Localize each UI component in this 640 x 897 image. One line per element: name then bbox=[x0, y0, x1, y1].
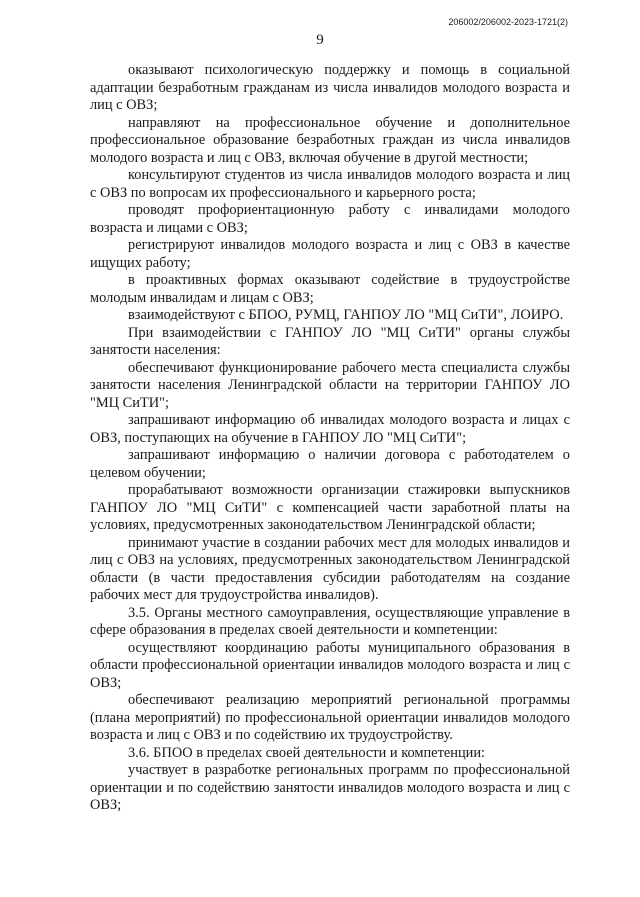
section-3-6-heading: 3.6. БПОО в пределах своей деятельности и компетенции: bbox=[128, 744, 486, 761]
paragraph-4: проводят профориентационную работу с инвалидами молодого возраста и лицами с ОВЗ; bbox=[90, 202, 570, 236]
paragraph-7: взаимодействуют с БПОО, РУМЦ, ГАНПОУ ЛО "МЦ СиТИ", ЛОИРО. bbox=[128, 307, 564, 323]
document-id: 206002/206002-2023-1721(2) bbox=[448, 17, 568, 27]
paragraph-5: регистрируют инвалидов молодого возраста и лиц с ОВЗ в качестве ищущих работу; bbox=[90, 237, 570, 271]
paragraph-10: запрашивают информацию об инвалидах молодого возраста и лицах с ОВЗ, поступающих на обучение в ГАНПОУ ЛО "МЦ СиТИ"; bbox=[90, 412, 570, 446]
paragraph-11: запрашивают информацию о наличии договора с работодателем о целевом обучении; bbox=[90, 447, 570, 481]
paragraph-15: осуществляют координацию работы муниципального образования в области профессиональной ориентации инвалидов молодого возраста и лиц с ОВЗ; bbox=[90, 639, 570, 691]
paragraph-3: консультируют студентов из числа инвалидов молодого возраста и лиц с ОВЗ по вопросам их профессионального и карьерного роста; bbox=[90, 167, 570, 201]
paragraph-6: в проактивных формах оказывают содействие в трудоустройстве молодым инвалидам и лицам с ОВЗ; bbox=[90, 272, 570, 306]
paragraph-9: обеспечивают функционирование рабочего места специалиста службы занятости населения Ленинградской области на территории ГАНПОУ ЛО "МЦ СиТИ"; bbox=[90, 359, 570, 411]
paragraph-8: При взаимодействии с ГАНПОУ ЛО "МЦ СиТИ" органы службы занятости населения: bbox=[90, 324, 570, 358]
paragraph-2: направляют на профессиональное обучение и дополнительное профессиональное образование безработных граждан из числа инвалидов молодого возраста и лиц с ОВЗ, включая обучение в другой местности; bbox=[90, 114, 570, 166]
paragraph-12: прорабатывают возможности организации стажировки выпускников ГАНПОУ ЛО "МЦ СиТИ" с компенсацией части заработной платы на условиях, предусмотренных законодательством Ленинградской области; bbox=[90, 482, 570, 533]
paragraph-13: принимают участие в создании рабочих мест для молодых инвалидов и лиц с ОВЗ на условиях, предусмотренных законодательством Ленинградской области (в части предоставления субсидии работодателям на создание рабочих мест для трудоустройства инвалидов). bbox=[90, 534, 570, 603]
paragraph-18: участвует в разработке региональных программ по профессиональной ориентации и по содействию занятости инвалидов молодого возраста и лиц с ОВЗ; bbox=[90, 762, 570, 813]
page-number: 9 bbox=[316, 32, 324, 48]
document-body bbox=[90, 62, 570, 815]
section-3-5-heading: 3.5. Органы местного самоуправления, осуществляющие управление в сфере образования в пределах своей деятельности и компетенции: bbox=[90, 604, 570, 638]
paragraph-16: обеспечивают реализацию мероприятий региональной программы (плана мероприятий) по профессиональной ориентации инвалидов молодого возраста и лиц с ОВЗ и по содействию их трудоустройству. bbox=[90, 692, 570, 743]
paragraph-1: оказывают психологическую поддержку и помощь в социальной адаптации безработным гражданам из числа инвалидов молодого возраста и лиц с ОВЗ; bbox=[90, 62, 570, 113]
